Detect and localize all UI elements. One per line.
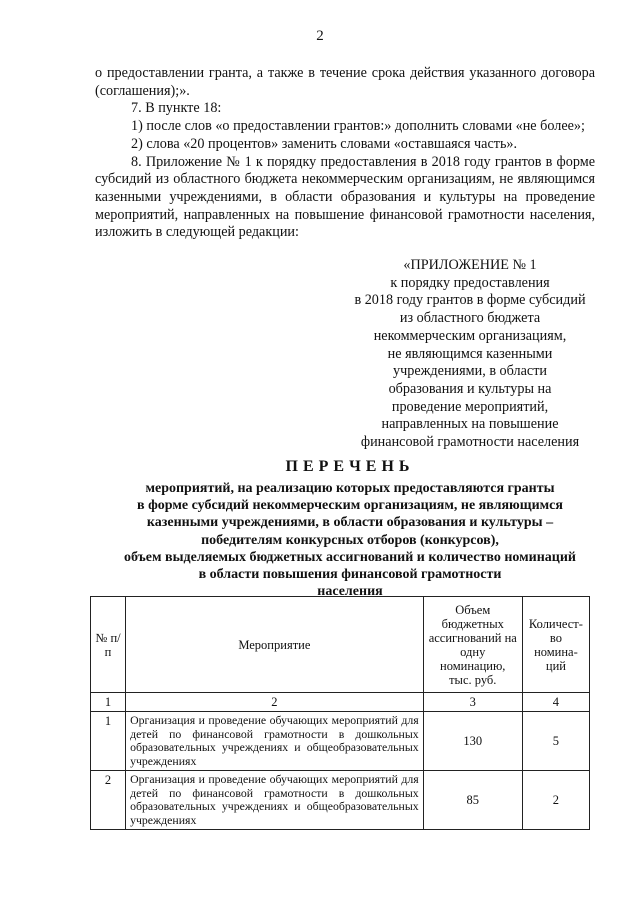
table-header-row [91, 597, 590, 693]
subtitle-line: мероприятий, на реализацию которых предоставляются гранты [145, 481, 555, 496]
appendix-line: к порядку предоставления [390, 274, 550, 291]
header-count: Количест-во номина-ций [522, 597, 589, 693]
header-activity: Мероприятие [126, 597, 424, 693]
row-count: 5 [522, 712, 589, 771]
paragraph-item-7-2: 2) слова «20 процентов» заменить словами «оставшаяся часть». [131, 135, 518, 152]
subtitle-line: объем выделяемых бюджетных ассигнований и количество номинаций [123, 549, 576, 565]
table-row [91, 771, 590, 830]
document-title: ПЕРЕЧЕНЬ [285, 458, 415, 475]
column-number: 3 [423, 693, 522, 712]
appendix-line: в 2018 году грантов в форме субсидий [354, 292, 586, 309]
subtitle-line: в форме субсидий некоммерческим организациям, не являющимся [137, 498, 563, 514]
subtitle-line: населения [317, 584, 383, 600]
subtitle-line: победителям конкурсных отборов (конкурсов), [201, 532, 499, 548]
row-num: 2 [91, 771, 126, 830]
header-amount: Объем бюджетных ассигнований на одну номинацию, тыс. руб. [423, 597, 522, 693]
appendix-header [340, 257, 600, 452]
row-activity: Организация и проведение обучающих мероприятий для детей по финансовой грамотности в дошкольных образовательных учреждениях и общеобразовательных учреждениях [126, 771, 424, 830]
activities-table [90, 596, 590, 830]
body-text [95, 65, 595, 242]
header-num: № п/п [91, 597, 126, 693]
appendix-line: не являющимся казенными [387, 345, 553, 362]
appendix-line: учреждениями, в области [393, 363, 547, 380]
paragraph-item-8: 8. Приложение № 1 к порядку предоставления в 2018 году грантов в форме субсидий из областного бюджета некоммерческим организациям, не являющимся казенными учреждениями, в области образования и культуры на проведение мероприятий, направленных на повышение финансовой грамотности населения, изложить в следующей редакции: [95, 153, 595, 241]
column-number-row [91, 693, 590, 712]
column-number: 2 [126, 693, 424, 712]
row-amount: 85 [423, 771, 522, 830]
paragraph-continuation: о предоставлении гранта, а также в течение срока действия указанного договора (соглашения);». [95, 65, 595, 99]
appendix-line: «ПРИЛОЖЕНИЕ № 1 [403, 257, 537, 273]
table-row [91, 712, 590, 771]
paragraph-item-7-1: 1) после слов «о предоставлении грантов:» дополнить словами «не более»; [131, 118, 585, 135]
appendix-line: проведение мероприятий, [391, 398, 549, 415]
appendix-line: некоммерческим организациям, [373, 327, 567, 344]
row-activity: Организация и проведение обучающих мероприятий для детей по финансовой грамотности в дошкольных образовательных учреждениях и общеобразовательных учреждениях [126, 712, 424, 771]
appendix-line: из областного бюджета [399, 310, 541, 327]
column-number: 4 [522, 693, 589, 712]
row-count: 2 [522, 771, 589, 830]
column-number: 1 [91, 693, 126, 712]
paragraph-item-7: 7. В пункте 18: [131, 100, 222, 117]
appendix-line: образования и культуры на [388, 380, 552, 397]
row-num: 1 [91, 712, 126, 771]
row-amount: 130 [423, 712, 522, 771]
appendix-line: финансовой грамотности населения [360, 434, 580, 451]
page-number: 2 [316, 28, 324, 44]
subtitle-line: казенными учреждениями, в области образования и культуры – [146, 515, 554, 531]
appendix-line: направленных на повышение [381, 416, 559, 433]
list-title-block [60, 458, 640, 600]
subtitle-line: в области повышения финансовой грамотности [198, 567, 502, 583]
